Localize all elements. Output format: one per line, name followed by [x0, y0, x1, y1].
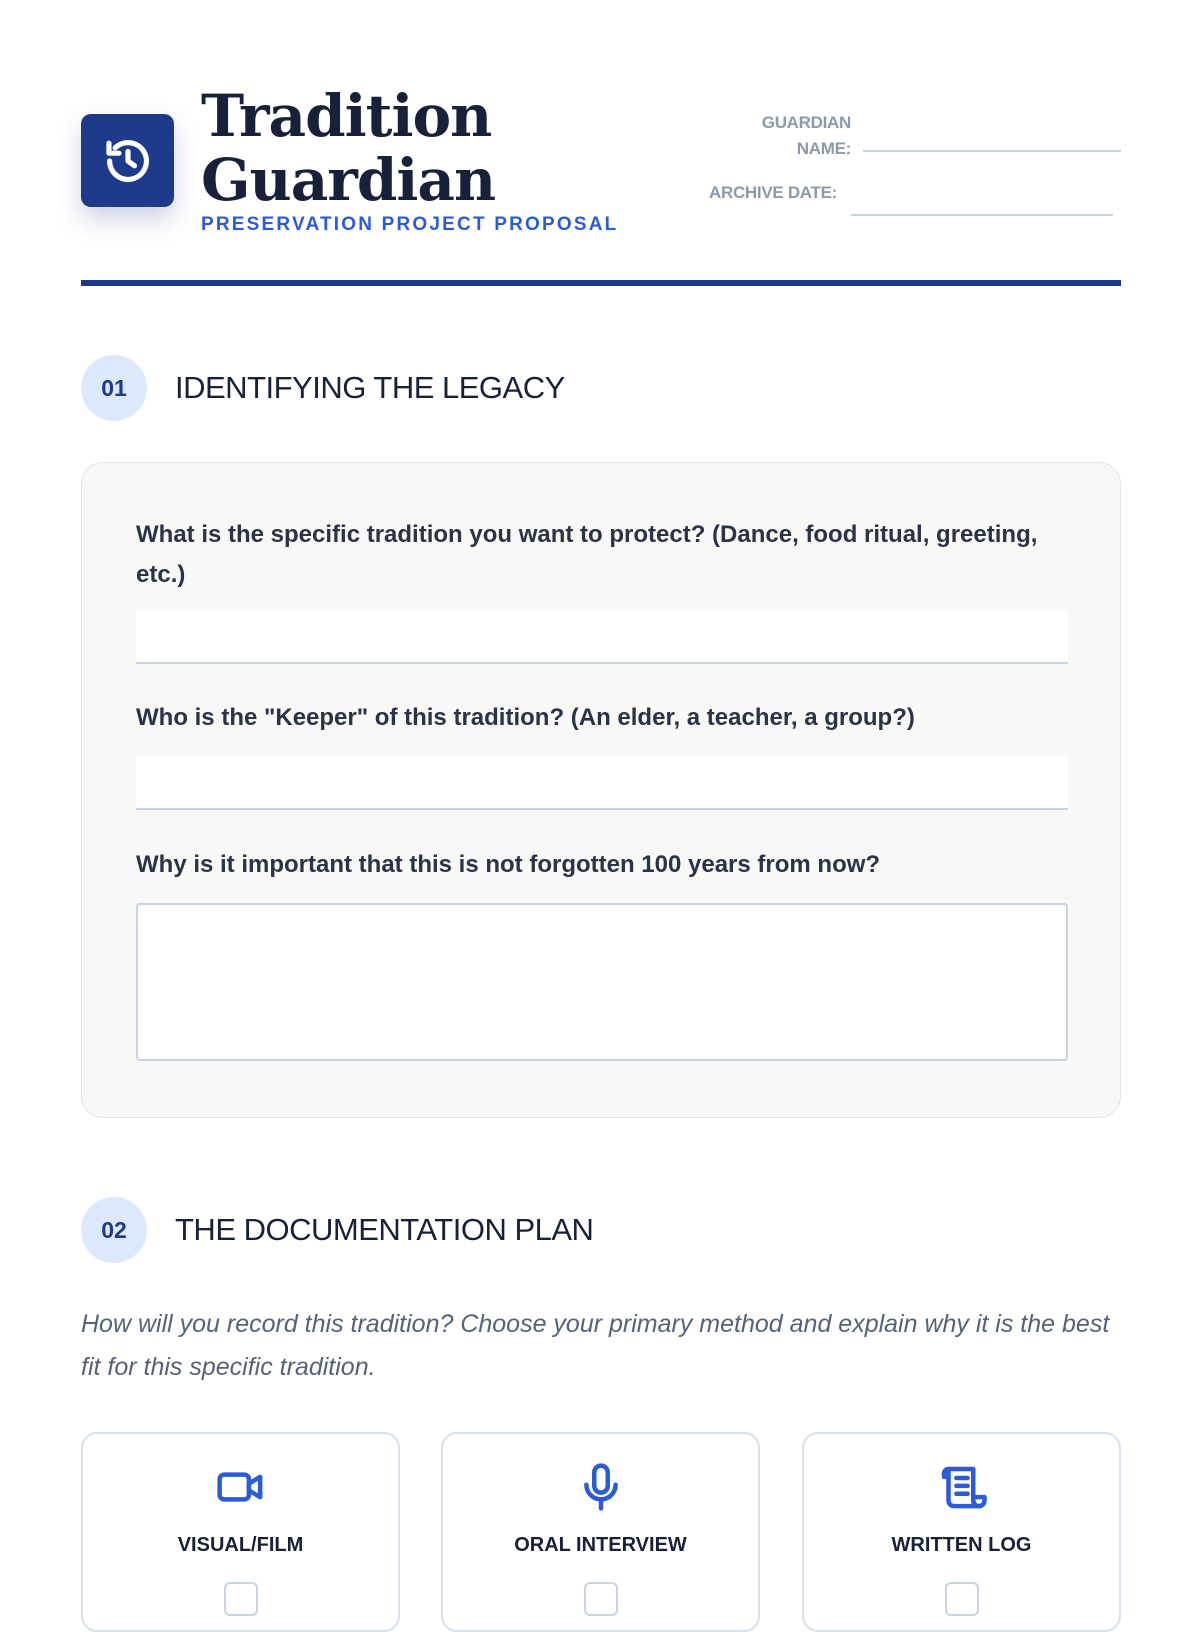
method-card-visual-film[interactable] — [81, 1432, 400, 1632]
method-checkbox[interactable] — [224, 1582, 258, 1616]
archive-date-label: ARCHIVE DATE: — [708, 183, 837, 202]
page-title — [201, 84, 618, 212]
importance-answer-textarea[interactable] — [136, 903, 1068, 1061]
question-keeper: Who is the "Keeper" of this tradition? (An elder, a teacher, a group?) — [136, 704, 915, 731]
archive-date-row — [681, 180, 1121, 206]
method-label: VISUAL/FILM — [177, 1534, 304, 1556]
method-checkbox[interactable] — [584, 1582, 618, 1616]
header-divider — [81, 280, 1121, 286]
documentation-intro: How will you record this tradition? Choose your primary method and explain why it is the best fit for this specific tradition. — [81, 1310, 1110, 1381]
video-camera-icon — [214, 1460, 268, 1514]
history-icon — [102, 135, 154, 187]
header — [81, 0, 1121, 290]
title-block — [201, 84, 618, 236]
legacy-card — [81, 462, 1121, 1118]
method-label: WRITTEN LOG — [891, 1534, 1032, 1556]
guardian-name-label — [681, 110, 863, 162]
guardian-label-line2: NAME: — [796, 139, 851, 158]
method-checkbox[interactable] — [945, 1582, 979, 1616]
guardian-name-row — [681, 110, 1121, 162]
proposal-page — [81, 0, 1121, 1556]
meta-fields — [681, 110, 1121, 220]
microphone-icon — [574, 1460, 628, 1514]
question-tradition: What is the specific tradition you want to protect? (Dance, food ritual, greeting, etc.) — [136, 521, 1038, 588]
section-1-header — [81, 355, 565, 421]
page-subtitle: PRESERVATION PROJECT PROPOSAL — [201, 214, 619, 235]
guardian-name-field[interactable] — [863, 149, 1121, 152]
section-number-badge: 01 — [81, 355, 147, 421]
method-card-written-log[interactable] — [802, 1432, 1121, 1632]
keeper-answer-field[interactable] — [136, 756, 1068, 810]
guardian-label-line1: GUARDIAN — [761, 113, 851, 132]
section-title: THE DOCUMENTATION PLAN — [175, 1212, 594, 1247]
section-number-badge: 02 — [81, 1197, 147, 1263]
logo — [81, 114, 174, 207]
title-line-1: Tradition — [201, 82, 492, 150]
question-importance: Why is it important that this is not forgotten 100 years from now? — [136, 851, 881, 878]
method-label: ORAL INTERVIEW — [514, 1534, 687, 1556]
archive-date-field[interactable] — [851, 213, 1113, 216]
scroll-icon — [935, 1460, 989, 1514]
method-card-oral-interview[interactable] — [441, 1432, 760, 1632]
tradition-answer-field[interactable] — [136, 610, 1068, 664]
title-line-2: Guardian — [201, 146, 496, 214]
method-options — [81, 1432, 1121, 1632]
section-2-header — [81, 1197, 593, 1263]
section-title: IDENTIFYING THE LEGACY — [175, 370, 565, 405]
